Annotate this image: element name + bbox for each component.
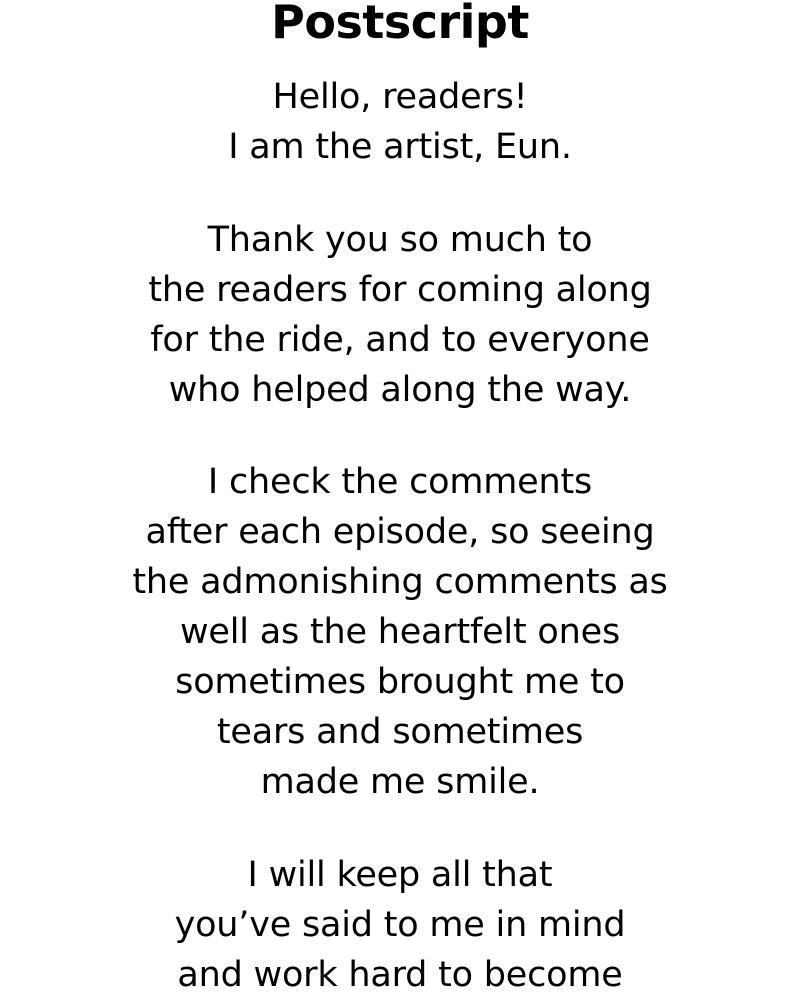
- text-line: Thank you so much to: [207, 219, 593, 260]
- page-title: Postscript: [271, 0, 529, 49]
- text-line: made me smile.: [260, 762, 540, 803]
- paragraph-comments: [132, 457, 667, 807]
- text-line: the readers for coming along: [148, 269, 652, 310]
- text-line: I am the artist, Eun.: [228, 126, 572, 167]
- paragraph-greeting: [228, 72, 572, 172]
- text-line: after each episode, so seeing: [145, 512, 655, 553]
- text-line: sometimes brought me to: [175, 662, 625, 703]
- text-line: for the ride, and to everyone: [150, 319, 650, 360]
- text-line: I will keep all that: [247, 854, 553, 895]
- text-line: well as the heartfelt ones: [180, 612, 620, 653]
- paragraph-thanks: [148, 215, 651, 415]
- text-line: and work hard to become: [177, 954, 623, 995]
- text-line: I check the comments: [207, 462, 593, 503]
- text-line: Hello, readers!: [272, 76, 528, 117]
- text-line: you’ve said to me in mind: [174, 904, 626, 945]
- paragraph-closing: [175, 850, 626, 1000]
- text-line: the admonishing comments as: [132, 562, 668, 603]
- text-line: tears and sometimes: [216, 712, 584, 753]
- text-line: who helped along the way.: [168, 369, 632, 410]
